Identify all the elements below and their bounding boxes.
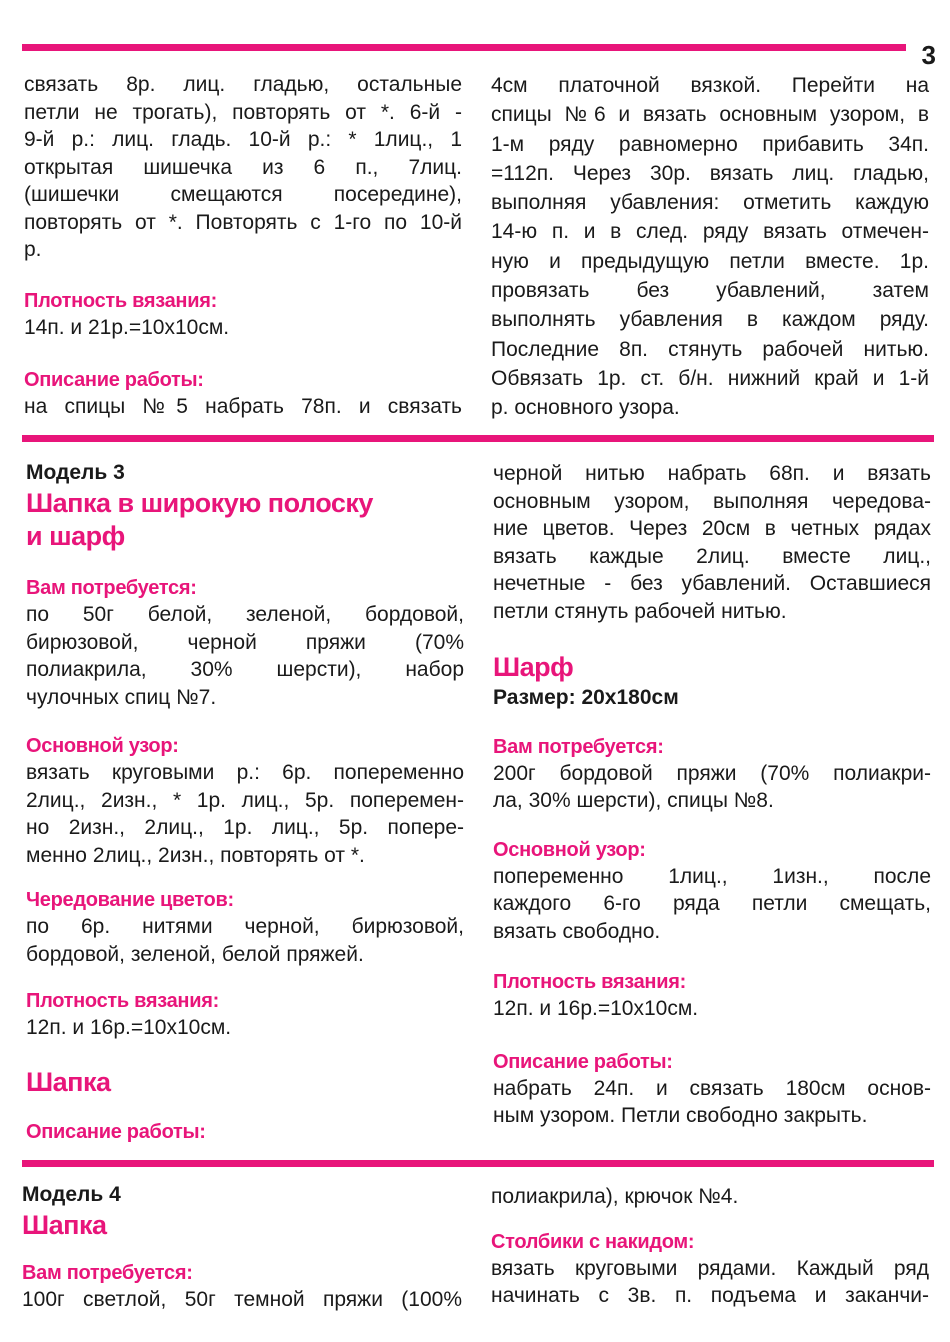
model-title-line2: и шарф: [26, 521, 125, 551]
text-line: по 6р. нитями черной, бирюзовой,: [26, 915, 464, 938]
text-line: 9-й р.: лиц. гладь. 10-й р.: * 1лиц., 1: [24, 128, 462, 151]
text-line: спицы №6 и вязать основным узором, в: [491, 103, 929, 127]
stitch-heading: Столбики с накидом:: [491, 1230, 695, 1253]
density-heading: Плотность вязания:: [493, 971, 686, 993]
density-text: 12п. и 16р.=10х10см.: [493, 997, 699, 1020]
scarf-heading: Шарф: [493, 652, 574, 682]
pattern-heading: Основной узор:: [26, 735, 179, 757]
model-label: Модель 3: [26, 461, 125, 484]
section-divider-2: [22, 1160, 934, 1167]
needs-heading: Вам потребуется:: [26, 577, 197, 599]
text-line: выполнять убавления в каждом ряду.: [491, 308, 929, 332]
density-text: 12п. и 16р.=10х10см.: [26, 1016, 232, 1039]
model-title: Шапка: [22, 1210, 107, 1240]
section2-left-column: [26, 459, 464, 1145]
text-line: основным узором, выполняя чередова-: [493, 489, 931, 513]
text-line: вязать круговыми рядами. Каждый ряд: [491, 1256, 929, 1280]
text-line: ным узором. Петли свободно закрыть.: [493, 1104, 868, 1127]
section2-right-column: [493, 460, 931, 1130]
text-line: 14-ю п. и в след. ряду вязать отмечен-: [491, 220, 929, 244]
text-line: нечетные - без убавлений. Оставшиеся: [493, 572, 931, 595]
section-divider-1: [22, 435, 934, 442]
text-line: (шишечки смещаются посередине),: [24, 183, 462, 206]
model-title: Шапка в широкую полоску: [26, 488, 373, 518]
text-line: петли не трогать), повторять от *. 6-й -: [24, 100, 462, 124]
text-line: черной нитью набрать 68п. и вязать: [493, 462, 931, 485]
text-line: повторять от *. Повторять с 1-го по 10-й: [24, 210, 462, 234]
text-line: 200г бордовой пряжи (70% полиакри-: [493, 761, 931, 785]
text-line: р. основного узора.: [491, 396, 680, 420]
section1-right-column: [491, 71, 929, 423]
text-line: начинать с 3в. п. подъема и заканчи-: [491, 1284, 929, 1307]
text-line: чулочных спиц №7.: [26, 685, 217, 709]
pattern-heading: Основной узор:: [493, 838, 646, 861]
needs-heading: Вам потребуется:: [493, 735, 664, 758]
text-line: полиакрила), крючок №4.: [491, 1185, 739, 1208]
colors-heading: Чередование цветов:: [26, 889, 234, 911]
top-divider: [22, 44, 906, 51]
density-text: 14п. и 21р.=10х10см.: [24, 315, 230, 339]
text-line: бордовой, зеленой, белой пряжей.: [26, 942, 364, 966]
text-line: 1-м ряду равномерно прибавить 34п.: [491, 132, 929, 156]
section3-left-column: [22, 1181, 462, 1314]
text-line: бирюзовой, черной пряжи (70%: [26, 630, 464, 654]
section3-right-column: [491, 1183, 929, 1310]
text-line: вязать круговыми р.: 6р. попеременно: [26, 761, 464, 784]
page-number: 3: [921, 40, 936, 70]
work-heading: Описание работы:: [493, 1050, 673, 1073]
text-line: вязать каждые 2лиц. вместе лиц.,: [493, 544, 931, 568]
text-line: ние цветов. Через 20см в четных рядах: [493, 517, 931, 540]
text-line: Последние 8п. стянуть рабочей нитью.: [491, 337, 929, 361]
text-line: ла, 30% шерсти), спицы №8.: [493, 789, 774, 812]
needs-heading: Вам потребуется:: [22, 1262, 193, 1284]
text-line: связать 8р. лиц. гладью, остальные: [24, 73, 462, 96]
work-heading: Описание работы:: [24, 369, 204, 391]
density-heading: Плотность вязания:: [26, 990, 219, 1012]
text-line: р.: [24, 238, 42, 261]
work-heading: Описание работы:: [26, 1120, 206, 1143]
text-line: открытая шишечка из 6 п., 7лиц.: [24, 155, 462, 179]
text-line: ную и предыдущую петли вместе. 1р.: [491, 249, 929, 273]
text-line: вязать свободно.: [493, 919, 661, 943]
text-line: Обвязать 1р. ст. б/н. нижний край и 1-й: [491, 366, 929, 390]
text-line: петли стянуть рабочей нитью.: [493, 599, 787, 623]
section1-left-column: [24, 71, 462, 421]
text-line: набрать 24п. и связать 180см основ-: [493, 1076, 931, 1100]
model-label: Модель 4: [22, 1183, 121, 1206]
work-text: на спицы №5 набрать 78п. и связать: [24, 395, 462, 418]
size-text: Размер: 20х180см: [493, 686, 679, 709]
text-line: полиакрила, 30% шерсти), набор: [26, 658, 464, 681]
density-heading: Плотность вязания:: [24, 289, 217, 312]
text-line: провязать без убавлений, затем: [491, 279, 929, 303]
text-line: попеременно 1лиц., 1изн., после: [493, 864, 931, 888]
text-line: менно 2лиц., 2изн., повторять от *.: [26, 843, 365, 867]
hat-heading: Шапка: [26, 1066, 111, 1097]
text-line: 2лиц., 2изн., * 1р. лиц., 5р. поперемен-: [26, 788, 464, 812]
text-line: 4см платочной вязкой. Перейти на: [491, 74, 929, 97]
text-line: 100г светлой, 50г темной пряжи (100%: [22, 1288, 462, 1311]
text-line: по 50г белой, зеленой, бордовой,: [26, 603, 464, 626]
text-line: выполняя убавления: отметить каждую: [491, 191, 929, 215]
text-line: =112п. Через 30р. вязать лиц. гладью,: [491, 161, 929, 185]
text-line: но 2изн., 2лиц., 1р. лиц., 5р. попере-: [26, 816, 464, 839]
text-line: каждого 6-го ряда петли смещать,: [493, 892, 931, 915]
